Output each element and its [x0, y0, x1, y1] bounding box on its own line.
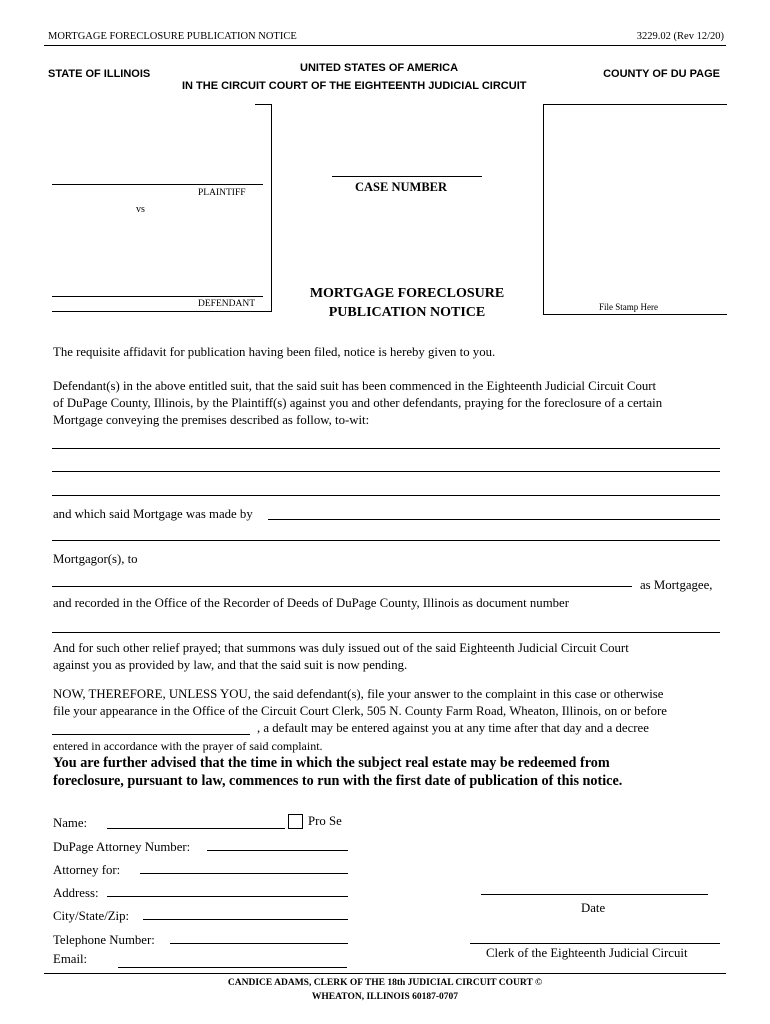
attorney-for-field[interactable] [140, 873, 348, 874]
notice-title-line1: MORTGAGE FORECLOSURE [309, 286, 505, 301]
advised-line1: You are further advised that the time in which the subject real estate may be redeemed from [53, 755, 610, 771]
advised-line2: foreclosure, pursuant to law, commences to run with the first date of publication of this notice. [53, 773, 623, 789]
date-field[interactable] [481, 894, 708, 895]
form-number: 3229.02 (Rev 12/20) [636, 31, 724, 42]
mortgagee-field[interactable] [52, 586, 632, 587]
now-therefore-line4: entered in accordance with the prayer of said complaint. [53, 739, 323, 753]
vs-label: vs [136, 204, 145, 215]
defendant-paragraph-line1: Defendant(s) in the above entitled suit, that the said suit has been commenced in the Eighteenth Judicial Circuit Court [53, 379, 657, 393]
now-therefore-line2: file your appearance in the Office of the Circuit Court Clerk, 505 N. County Farm Road, Wheaton, Illinois, on or before [53, 704, 667, 718]
attorney-number-field[interactable] [207, 850, 348, 851]
answer-date-field[interactable] [52, 734, 250, 735]
pro-se-label: Pro Se [308, 814, 342, 828]
clerk-signature-field[interactable] [470, 943, 720, 944]
defendant-paragraph-line2: of DuPage County, Illinois, by the Plaintiff(s) against you and other defendants, praying for the foreclosure of a certain [53, 396, 663, 410]
name-field[interactable] [107, 828, 285, 829]
address-label: Address: [53, 886, 99, 900]
defendant-paragraph-line3: Mortgage conveying the premises described as follow, to-wit: [53, 413, 370, 427]
affidavit-paragraph: The requisite affidavit for publication having been filed, notice is hereby given to you. [53, 345, 496, 359]
clerk-label: Clerk of the Eighteenth Judicial Circuit [486, 946, 688, 960]
header-rule [44, 45, 726, 46]
city-state-zip-label: City/State/Zip: [53, 909, 130, 923]
as-mortgagee-label: as Mortgagee, [640, 578, 713, 592]
now-therefore-line3: , a default may be entered against you at any time after that day and a decree [257, 721, 649, 735]
defendant-label: DEFENDANT [198, 299, 255, 309]
date-label: Date [581, 901, 606, 915]
case-number-field[interactable] [332, 176, 482, 177]
mortgagor-field[interactable] [52, 540, 720, 541]
premises-field-2[interactable] [52, 471, 720, 472]
court-label: IN THE CIRCUIT COURT OF THE EIGHTEENTH JUDICIAL CIRCUIT [182, 80, 527, 92]
mortgage-made-by-field[interactable] [268, 519, 720, 520]
attorney-number-label: DuPage Attorney Number: [53, 840, 191, 854]
state-label: STATE OF ILLINOIS [48, 68, 151, 80]
plaintiff-label: PLAINTIFF [198, 188, 246, 198]
party-box-top-tick [255, 104, 272, 105]
relief-line2: against you as provided by law, and that the said suit is now pending. [53, 658, 408, 672]
premises-field-3[interactable] [52, 495, 720, 496]
notice-title-line2: PUBLICATION NOTICE [328, 305, 486, 320]
mortgagors-to-label: Mortgagor(s), to [53, 552, 138, 566]
country-label: UNITED STATES OF AMERICA [300, 62, 459, 74]
file-stamp-box [543, 104, 727, 315]
plaintiff-field[interactable] [52, 184, 263, 185]
form-title-header: MORTGAGE FORECLOSURE PUBLICATION NOTICE [48, 31, 297, 42]
telephone-field[interactable] [170, 943, 348, 944]
file-stamp-label: File Stamp Here [599, 302, 658, 312]
mortgage-made-by-label: and which said Mortgage was made by [53, 507, 253, 521]
email-field[interactable] [118, 967, 347, 968]
city-state-zip-field[interactable] [143, 919, 348, 920]
premises-field-1[interactable] [52, 448, 720, 449]
footer-rule [44, 973, 726, 974]
party-box-bottom-border [52, 311, 272, 312]
telephone-label: Telephone Number: [53, 933, 155, 947]
recorded-label: and recorded in the Office of the Recorder of Deeds of DuPage County, Illinois as document number [53, 596, 569, 610]
defendant-field[interactable] [52, 296, 263, 297]
name-label: Name: [53, 816, 88, 830]
document-number-field[interactable] [52, 632, 720, 633]
footer-line1: CANDICE ADAMS, CLERK OF THE 18th JUDICIAL CIRCUIT COURT © [227, 978, 543, 988]
pro-se-checkbox[interactable] [288, 814, 303, 829]
attorney-for-label: Attorney for: [53, 863, 121, 877]
county-label: COUNTY OF DU PAGE [603, 68, 720, 80]
case-number-label: CASE NUMBER [355, 180, 448, 194]
relief-line1: And for such other relief prayed; that summons was duly issued out of the said Eighteenth Judicial Circuit Court [53, 641, 629, 655]
party-box-right-border [271, 104, 272, 312]
now-therefore-line1: NOW, THEREFORE, UNLESS YOU, the said defendant(s), file your answer to the complaint in this case or otherwise [53, 687, 664, 701]
email-label: Email: [53, 952, 88, 966]
footer-line2: WHEATON, ILLINOIS 60187-0707 [311, 992, 459, 1002]
address-field[interactable] [107, 896, 348, 897]
